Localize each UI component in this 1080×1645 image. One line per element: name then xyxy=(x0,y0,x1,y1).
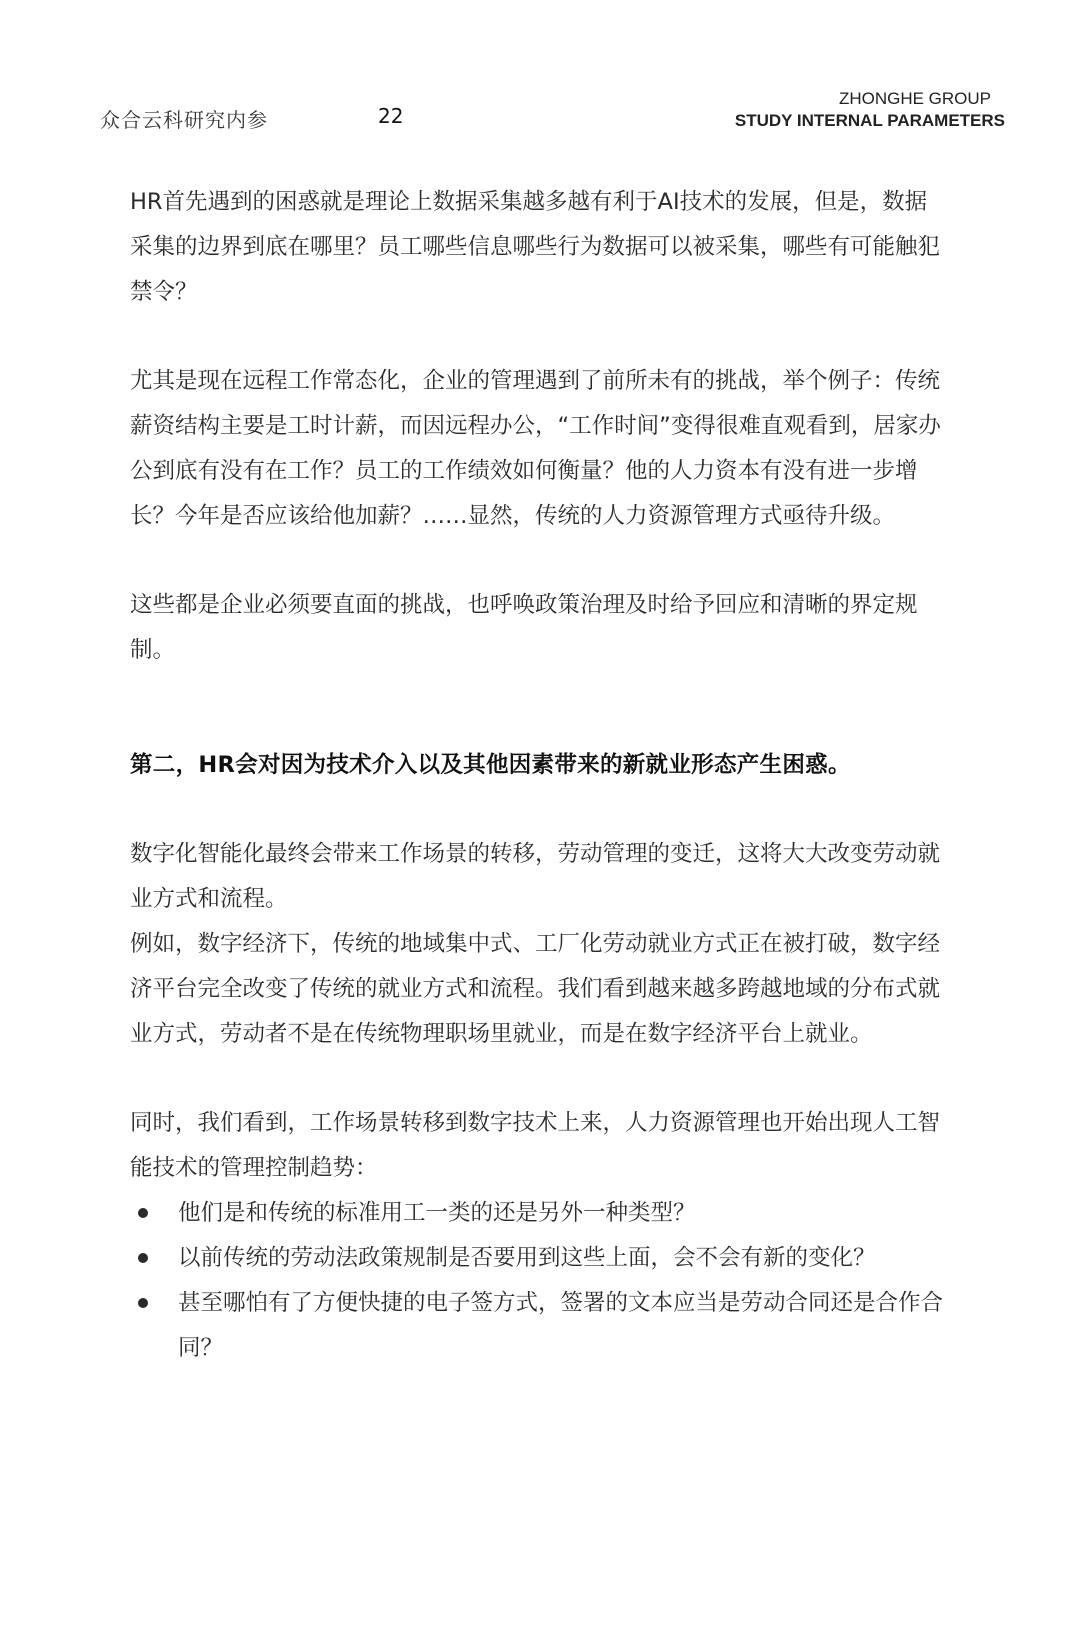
list-item-text: 以前传统的劳动法政策规制是否要用到这些上面，会不会有新的变化？ xyxy=(178,1245,876,1271)
list-item-text: 甚至哪怕有了方便快捷的电子签方式，签署的文本应当是劳动合同还是合作合同？ xyxy=(178,1290,944,1361)
section-spacer xyxy=(130,673,945,743)
paragraph-1: HR首先遇到的困惑就是理论上数据采集越多越有利于AI技术的发展，但是，数据采集的边界到底在哪里？员工哪些信息哪些行为数据可以被采集，哪些有可能触犯禁令？ xyxy=(130,189,941,305)
paragraph-6: 同时，我们看到，工作场景转移到数字技术上来，人力资源管理也开始出现人工智能技术的管理控制趋势： xyxy=(130,1110,941,1181)
page-header xyxy=(0,0,1080,150)
list-item xyxy=(130,1191,945,1236)
paragraph-spacer xyxy=(130,539,945,583)
article-body xyxy=(130,180,945,1371)
bullet-dot-icon xyxy=(138,1208,148,1218)
paragraph-5: 例如，数字经济下，传统的地域集中式、工厂化劳动就业方式正在被打破，数字经济平台完全改变了传统的就业方式和流程。我们看到越来越多跨越地域的分布式就业方式，劳动者不是在传统物理职场里就业，而是在数字经济平台上就业。 xyxy=(130,931,941,1047)
bullet-dot-icon xyxy=(138,1298,148,1308)
paragraph-3: 这些都是企业必须要直面的挑战，也呼唤政策治理及时给予回应和清晰的界定规制。 xyxy=(130,592,918,663)
section-heading: 第二，HR会对因为技术介入以及其他因素带来的新就业形态产生困惑。 xyxy=(130,752,851,778)
paragraph-4: 数字化智能化最终会带来工作场景的转移，劳动管理的变迁，这将大大改变劳动就业方式和流程。 xyxy=(130,841,941,912)
company-label xyxy=(735,88,1005,132)
list-item-text: 他们是和传统的标准用工一类的还是另外一种类型？ xyxy=(178,1200,696,1226)
paragraph-spacer xyxy=(130,1057,945,1101)
bullet-dot-icon xyxy=(138,1253,148,1263)
company-subtitle: STUDY INTERNAL PARAMETERS xyxy=(734,111,1005,130)
paragraph-2: 尤其是现在远程工作常态化，企业的管理遇到了前所未有的挑战，举个例子：传统薪资结构主要是工时计薪，而因远程办公，“工作时间”变得很难直观看到，居家办公到底有没有在工作？员工的工作绩效如何衡量？他的人力资本有没有进一步增长？今年是否应该给他加薪？……显然，传统的人力资源管理方式亟待升级。 xyxy=(130,368,941,529)
paragraph-spacer xyxy=(130,315,945,359)
page-number: 22 xyxy=(378,104,404,128)
list-item xyxy=(130,1281,945,1371)
company-name: ZHONGHE GROUP xyxy=(838,89,991,108)
publication-title: 众合云科研究内参 xyxy=(100,108,268,132)
paragraph-spacer xyxy=(130,788,945,832)
list-item xyxy=(130,1236,945,1281)
bullet-list xyxy=(130,1191,945,1371)
